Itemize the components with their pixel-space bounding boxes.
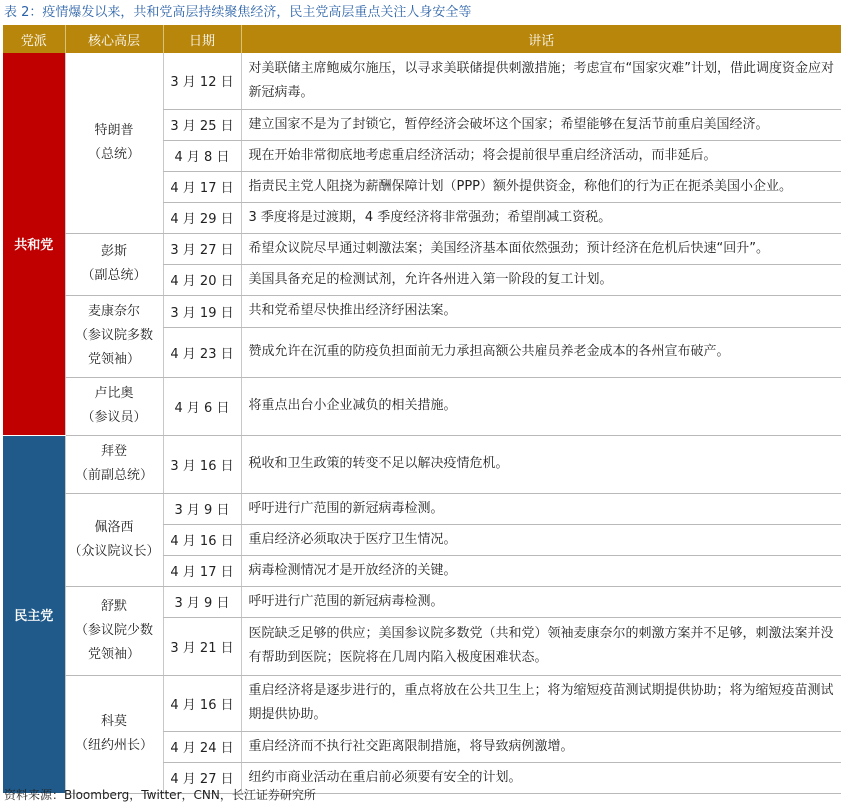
row-speech: 病毒检测情况才是开放经济的关键。 [241, 555, 841, 586]
leader-schumer [65, 586, 163, 675]
leader-rubio [65, 377, 163, 435]
row-speech: 呼吁进行广范围的新冠病毒检测。 [241, 493, 841, 524]
leader-pence [65, 233, 163, 295]
leader-name: 麦康奈尔 [87, 304, 140, 319]
row-date: 4 月 16 日 [163, 524, 241, 555]
row-date: 3 月 9 日 [163, 493, 241, 524]
row-speech: 税收和卫生政策的转变不足以解决疫情危机。 [241, 435, 841, 493]
header-date: 日期 [163, 25, 241, 53]
header-leader: 核心高层 [65, 25, 163, 53]
row-date: 4 月 17 日 [163, 171, 241, 202]
row-speech: 重启经济将是逐步进行的，重点将放在公共卫生上；将为缩短疫苗测试期提供协助；将为缩短疫苗测试期提供协助。 [241, 675, 841, 731]
header-speech: 讲话 [241, 25, 841, 53]
row-speech: 现在开始非常彻底地考虑重启经济活动；将会提前很早重启经济活动，而非延后。 [241, 140, 841, 171]
row-speech: 纽约市商业活动在重启前必须要有安全的计划。 [241, 762, 841, 793]
leader-mcconnell [65, 295, 163, 377]
table-row [3, 233, 841, 264]
row-speech: 重启经济而不执行社交距离限制措施，将导致病例激增。 [241, 731, 841, 762]
row-date: 4 月 29 日 [163, 202, 241, 233]
leader-name: 卢比奥 [94, 386, 134, 401]
table-row [3, 53, 841, 109]
leader-title: （众议院议长） [68, 543, 160, 559]
leader-name: 拜登 [100, 444, 127, 459]
row-date: 3 月 19 日 [163, 295, 241, 327]
row-date: 3 月 12 日 [163, 53, 241, 109]
row-speech: 对美联储主席鲍威尔施压，以寻求美联储提供刺激措施；考虑宣布“国家灾难”计划，借此调度资金应对新冠病毒。 [241, 53, 841, 109]
row-date: 3 月 27 日 [163, 233, 241, 264]
row-speech: 赞成允许在沉重的防疫负担面前无力承担高额公共雇员养老金成本的各州宣布破产。 [241, 327, 841, 377]
leader-title: （前副总统） [74, 468, 153, 483]
party-republican: 共和党 [3, 53, 65, 435]
table-row [3, 493, 841, 524]
row-date: 4 月 6 日 [163, 377, 241, 435]
row-date: 3 月 16 日 [163, 435, 241, 493]
leader-name: 科莫 [100, 714, 127, 729]
row-date: 4 月 20 日 [163, 264, 241, 295]
row-speech: 3 季度将是过渡期，4 季度经济将非常强劲；希望削减工资税。 [241, 202, 841, 233]
row-date: 3 月 21 日 [163, 617, 241, 675]
table-row [3, 675, 841, 731]
leader-title: （副总统） [81, 268, 147, 283]
row-date: 4 月 16 日 [163, 675, 241, 731]
row-speech: 呼吁进行广范围的新冠病毒检测。 [241, 586, 841, 617]
leader-pelosi [65, 493, 163, 586]
row-date: 3 月 9 日 [163, 586, 241, 617]
row-date: 4 月 27 日 [163, 762, 241, 793]
table-header [3, 25, 841, 53]
leader-name: 特朗普 [94, 122, 134, 138]
table-row [3, 586, 841, 617]
row-date: 4 月 23 日 [163, 327, 241, 377]
leader-cuomo [65, 675, 163, 793]
leader-name: 佩洛西 [94, 519, 134, 535]
row-date: 3 月 25 日 [163, 109, 241, 140]
leader-title-line2: 党领袖） [87, 646, 140, 662]
leader-title: （总统） [87, 146, 140, 162]
row-speech: 希望众议院尽早通过刺激法案；美国经济基本面依然强劲；预计经济在危机后快速“回升”。 [241, 233, 841, 264]
leader-name: 彭斯 [100, 244, 127, 259]
row-date: 4 月 17 日 [163, 555, 241, 586]
leader-title: （参议院多数 [74, 328, 153, 343]
row-speech: 指责民主党人阻挠为薪酬保障计划（PPP）额外提供资金，称他们的行为正在扼杀美国小企业。 [241, 171, 841, 202]
row-speech: 重启经济必须取决于医疗卫生情况。 [241, 524, 841, 555]
row-speech: 美国具备充足的检测试剂，允许各州进入第一阶段的复工计划。 [241, 264, 841, 295]
table-row [3, 377, 841, 435]
row-speech: 医院缺乏足够的供应；美国参议院多数党（共和党）领袖麦康奈尔的刺激方案并不足够，刺激法案并没有帮助到医院；医院将在几周内陷入极度困难状态。 [241, 617, 841, 675]
table-row [3, 295, 841, 327]
row-speech: 将重点出台小企业减负的相关措施。 [241, 377, 841, 435]
leader-title: （纽约州长） [74, 738, 153, 753]
source-note: 资料来源：Bloomberg，Twitter，CNN，长江证券研究所 [4, 788, 316, 802]
row-date: 4 月 24 日 [163, 731, 241, 762]
table-caption: 表 2：疫情爆发以来，共和党高层持续聚焦经济，民主党高层重点关注人身安全等 [4, 5, 472, 20]
statements-table [3, 25, 841, 794]
row-date: 4 月 8 日 [163, 140, 241, 171]
row-speech: 共和党希望尽快推出经济纾困法案。 [241, 295, 841, 327]
leader-title: （参议院少数 [74, 622, 153, 638]
row-speech: 建立国家不是为了封锁它，暂停经济会破坏这个国家；希望能够在复活节前重启美国经济。 [241, 109, 841, 140]
table-row [3, 435, 841, 493]
leader-trump [65, 53, 163, 233]
leader-title-line2: 党领袖） [87, 352, 140, 367]
leader-name: 舒默 [100, 598, 127, 614]
header-party: 党派 [3, 25, 65, 53]
leader-biden [65, 435, 163, 493]
party-democrat: 民主党 [3, 435, 65, 793]
leader-title: （参议员） [81, 410, 147, 425]
